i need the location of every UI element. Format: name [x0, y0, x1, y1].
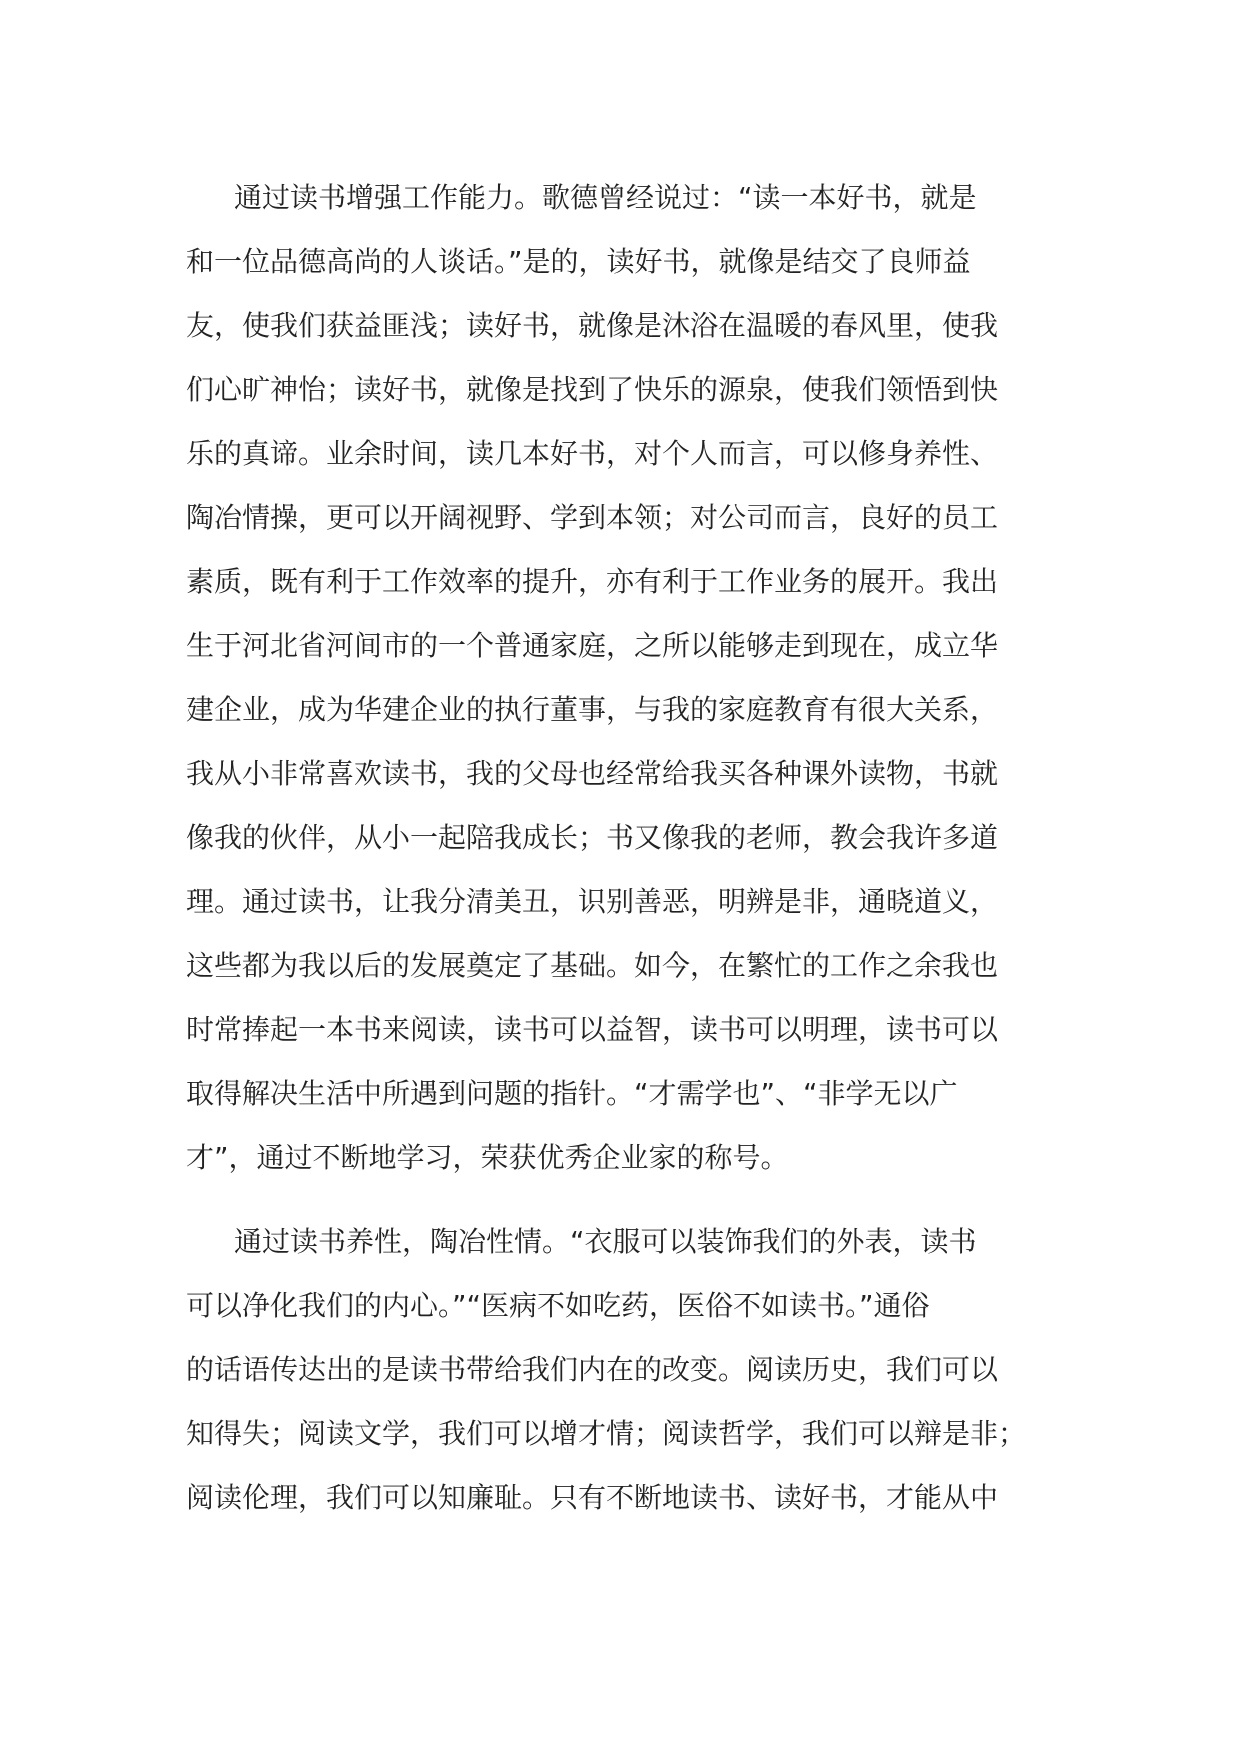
document-body [186, 166, 1066, 1550]
text-line: 生于河北省河间市的一个普通家庭，之所以能够走到现在，成立华 [186, 629, 999, 662]
text-line: 和一位品德高尚的人谈话。”是的，读好书，就像是结交了良师益 [186, 245, 971, 278]
text-line: 取得解决生活中所遇到问题的指针。“才需学也”、“非学无以广 [186, 1077, 958, 1110]
text-line: 友，使我们获益匪浅；读好书，就像是沐浴在温暖的春风里，使我 [186, 309, 999, 342]
text-line: 通过读书养性，陶冶性情。“衣服可以装饰我们的外表，读书 [234, 1225, 977, 1258]
text-line: 乐的真谛。业余时间，读几本好书，对个人而言，可以修身养性、 [186, 437, 999, 470]
text-line: 通过读书增强工作能力。歌德曾经说过：“读一本好书，就是 [234, 181, 977, 214]
text-line: 素质，既有利于工作效率的提升，亦有利于工作业务的展开。我出 [186, 565, 999, 598]
text-line: 可以净化我们的内心。”“医病不如吃药，医俗不如读书。”通俗 [186, 1289, 930, 1322]
paragraph-reading-work-ability [186, 166, 1066, 1190]
text-line: 知得失；阅读文学，我们可以增才情；阅读哲学，我们可以辩是非； [186, 1417, 1027, 1450]
text-line: 理。通过读书，让我分清美丑，识别善恶，明辨是非，通晓道义， [186, 885, 999, 918]
text-line: 阅读伦理，我们可以知廉耻。只有不断地读书、读好书，才能从中 [186, 1481, 999, 1514]
text-line: 时常捧起一本书来阅读，读书可以益智，读书可以明理，读书可以 [186, 1013, 999, 1046]
text-line: 建企业，成为华建企业的执行董事，与我的家庭教育有很大关系， [186, 693, 999, 726]
text-line: 陶冶情操，更可以开阔视野、学到本领；对公司而言，良好的员工 [186, 501, 999, 534]
text-line: 像我的伙伴，从小一起陪我成长；书又像我的老师，教会我许多道 [186, 821, 999, 854]
paragraph-reading-cultivation [186, 1210, 1066, 1530]
text-line: 我从小非常喜欢读书，我的父母也经常给我买各种课外读物，书就 [186, 757, 999, 790]
text-line: 的话语传达出的是读书带给我们内在的改变。阅读历史，我们可以 [186, 1353, 999, 1386]
text-line: 们心旷神怡；读好书，就像是找到了快乐的源泉，使我们领悟到快 [186, 373, 999, 406]
text-line: 才”，通过不断地学习，荣获优秀企业家的称号。 [186, 1141, 789, 1174]
text-line: 这些都为我以后的发展奠定了基础。如今，在繁忙的工作之余我也 [186, 949, 999, 982]
